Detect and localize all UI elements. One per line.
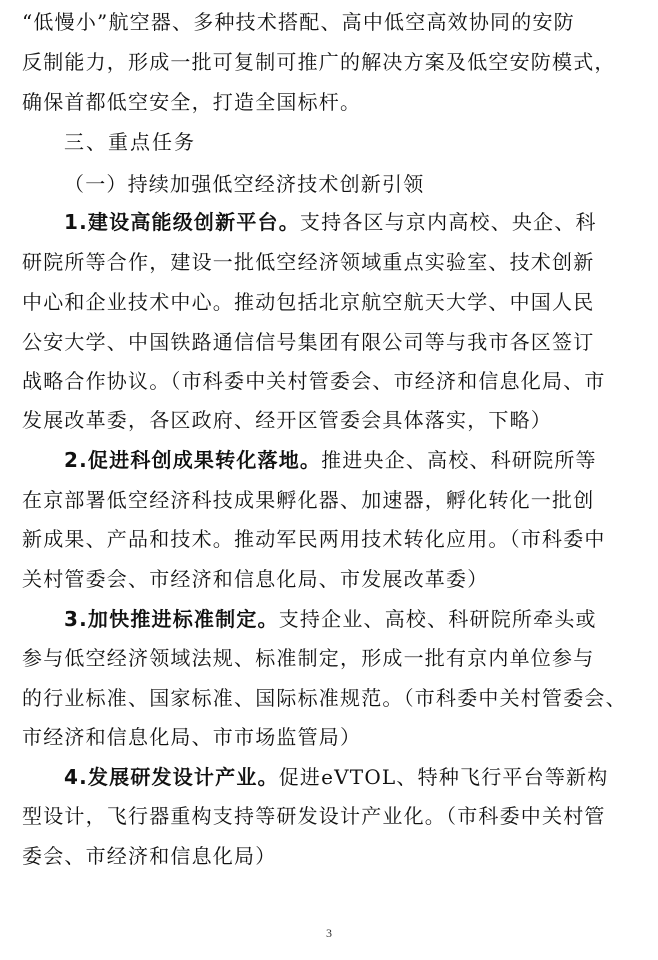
intro-line: 反制能力，形成一批可复制可推广的解决方案及低空安防模式， — [22, 50, 616, 74]
item-4-first-line — [64, 763, 636, 791]
item-2-first-line — [64, 446, 636, 474]
item-2-line: 新成果、产品和技术。推动军民两用技术转化应用。（市科委中 — [22, 527, 606, 551]
intro-line: 确保首都低空安全，打造全国标杆。 — [22, 90, 362, 114]
item-4-line: 委会、市经济和信息化局） — [22, 844, 277, 868]
item-2-line: 在京部署低空经济科技成果孵化器、加速器，孵化转化一批创 — [22, 488, 595, 512]
item-1-line: 中心和企业技术中心。推动包括北京航空航天大学、中国人民 — [22, 290, 595, 314]
item-3-line: 市经济和信息化局、市市场监管局） — [22, 725, 362, 749]
item-1-line: 研院所等合作，建设一批低空经济领域重点实验室、技术创新 — [22, 250, 595, 274]
item-4-title: 4.发展研发设计产业。 — [64, 765, 279, 789]
intro-line: “低慢小”航空器、多种技术搭配、高中低空高效协同的安防 — [22, 10, 575, 34]
item-3-line: 的行业标准、国家标准、国际标准规范。（市科委中关村管委会、 — [22, 686, 627, 710]
item-1-line: 公安大学、中国铁路通信信号集团有限公司等与我市各区签订 — [22, 330, 595, 354]
item-1-title: 1.建设高能级创新平台。 — [64, 210, 300, 234]
page-number: 3 — [326, 926, 332, 940]
item-3-text: 支持企业、高校、科研院所牵头或 — [278, 607, 597, 631]
item-4-text: 促进eVTOL、特种飞行平台等新构 — [278, 765, 609, 789]
item-4-line: 型设计，飞行器重构支持等研发设计产业化。（市科委中关村管 — [22, 804, 606, 828]
item-2-title: 2.促进科创成果转化落地。 — [64, 448, 322, 472]
item-3-first-line — [64, 605, 636, 633]
item-2-text: 推进央企、高校、科研院所等 — [321, 448, 597, 472]
section-heading: 三、重点任务 — [64, 130, 196, 154]
item-2-line: 关村管委会、市经济和信息化局、市发展改革委） — [22, 567, 489, 591]
item-1-line: 发展改革委，各区政府、经开区管委会具体落实，下略） — [22, 408, 552, 432]
item-1-first-line — [64, 208, 636, 236]
subsection-heading: （一）持续加强低空经济技术创新引领 — [64, 172, 425, 196]
item-3-line: 参与低空经济领域法规、标准制定，形成一批有京内单位参与 — [22, 646, 595, 670]
item-1-line: 战略合作协议。（市科委中关村管委会、市经济和信息化局、市 — [22, 369, 606, 393]
item-3-title: 3.加快推进标准制定。 — [64, 607, 279, 631]
item-1-text: 支持各区与京内高校、央企、科 — [299, 210, 597, 234]
